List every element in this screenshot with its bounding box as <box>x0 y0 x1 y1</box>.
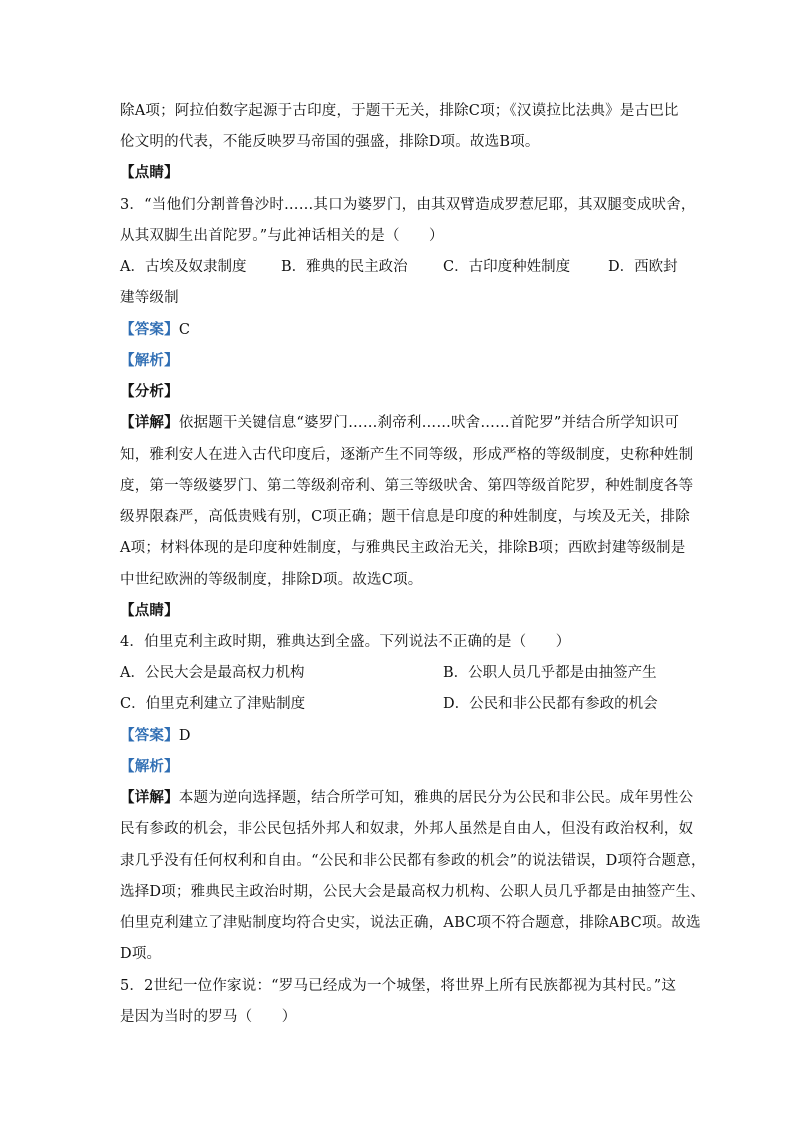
question-3-stem: 3．“当他们分割普鲁沙时……其口为婆罗门，由其双臂造成罗惹尼耶，其双腿变成吠舍， <box>120 197 696 213</box>
q3-detail-line: 中世纪欧洲的等级制度，排除D项。故选C项。 <box>120 572 423 588</box>
q3-detail-line: A项；材料体现的是印度种姓制度，与雅典民主政治无关，排除B项；西欧封建等级制是 <box>120 540 686 556</box>
q3-detail-line: 【详解】依据题干关键信息“婆罗门……刹帝利……吠舍……首陀罗”并结合所学知识可 <box>120 414 680 431</box>
q3-detail-line: 级界限森严，高低贵贱有别，C项正确；题干信息是印度的种姓制度，与埃及无关，排除 <box>120 509 690 525</box>
q3-option-b: B．雅典的民主政治 <box>281 259 408 275</box>
answer-text-line: 除A项；阿拉伯数字起源于古印度，于题干无关，排除C项；《汉谟拉比法典》是古巴比 <box>120 103 679 119</box>
q4-detail-line: 【详解】本题为逆向选择题，结合所学可知，雅典的居民分为公民和非公民。成年男性公 <box>120 789 694 806</box>
q4-option-d: D．公民和非公民都有参政的机会 <box>443 696 658 712</box>
q3-analysis-heading: 【解析】 <box>120 352 179 369</box>
q4-option-a: A．公民大会是最高权力机构 <box>120 665 305 681</box>
question-4-stem: 4．伯里克利主政时期，雅典达到全盛。下列说法不正确的是（ ） <box>120 634 571 650</box>
q3-detail-line: 知，雅利安人在进入古代印度后，逐渐产生不同等级，形成严格的等级制度，史称种姓制 <box>120 447 694 463</box>
answer-text-line: 伦文明的代表，不能反映罗马帝国的强盛，排除D项。故选B项。 <box>120 134 540 150</box>
q4-answer <box>120 726 680 746</box>
q3-option-c: C．古印度种姓制度 <box>443 259 571 275</box>
answer-value: C <box>178 322 191 338</box>
q4-analysis-heading: 【解析】 <box>120 758 179 775</box>
question-5-stem: 5．2世纪一位作家说：“罗马已经成为一个城堡，将世界上所有民族都视为其村民。”这 <box>120 978 677 994</box>
detail-label: 【详解】 <box>120 414 179 431</box>
q4-detail-line: 民有参政的机会，非公民包括外邦人和奴隶，外邦人虽然是自由人，但没有政治权利，奴 <box>120 821 694 837</box>
q3-answer <box>120 320 680 340</box>
q4-option-b: B．公职人员几乎都是由抽签产生 <box>443 665 657 681</box>
q3-option-d-continued: 建等级制 <box>120 290 179 306</box>
answer-label: 【答案】 <box>120 321 179 338</box>
q3-fenxi-heading: 【分析】 <box>120 383 179 400</box>
section-heading-dianjing: 【点睛】 <box>120 164 179 181</box>
q4-detail-line: 选择D项；雅典民主政治时期，公民大会是最高权力机构、公职人员几乎都是由抽签产生、 <box>120 884 706 900</box>
answer-value: D <box>178 728 191 744</box>
answer-label: 【答案】 <box>120 727 179 744</box>
q4-option-c: C．伯里克利建立了津贴制度 <box>120 696 306 712</box>
q3-option-a: A．古埃及奴隶制度 <box>120 259 247 275</box>
question-3-stem: 从其双脚生出首陀罗。”与此神话相关的是（ ） <box>120 228 444 244</box>
q3-detail-line: 度，第一等级婆罗门、第二等级刹帝利、第三等级吠舍、第四等级首陀罗，种姓制度各等 <box>120 478 694 494</box>
q4-detail-line: 隶几乎没有任何权利和自由。“公民和非公民都有参政的机会”的说法错误，D项符合题意， <box>120 853 706 869</box>
q4-detail-line: D项。 <box>120 946 162 962</box>
question-5-stem: 是因为当时的罗马（ ） <box>120 1009 297 1025</box>
q4-detail-line: 伯里克利建立了津贴制度均符合史实，说法正确，ABC项不符合题意，排除ABC项。故选 <box>120 915 701 931</box>
q3-dianjing-heading: 【点睛】 <box>120 602 179 619</box>
detail-label: 【详解】 <box>120 789 179 806</box>
q3-option-d: D．西欧封 <box>608 259 678 275</box>
